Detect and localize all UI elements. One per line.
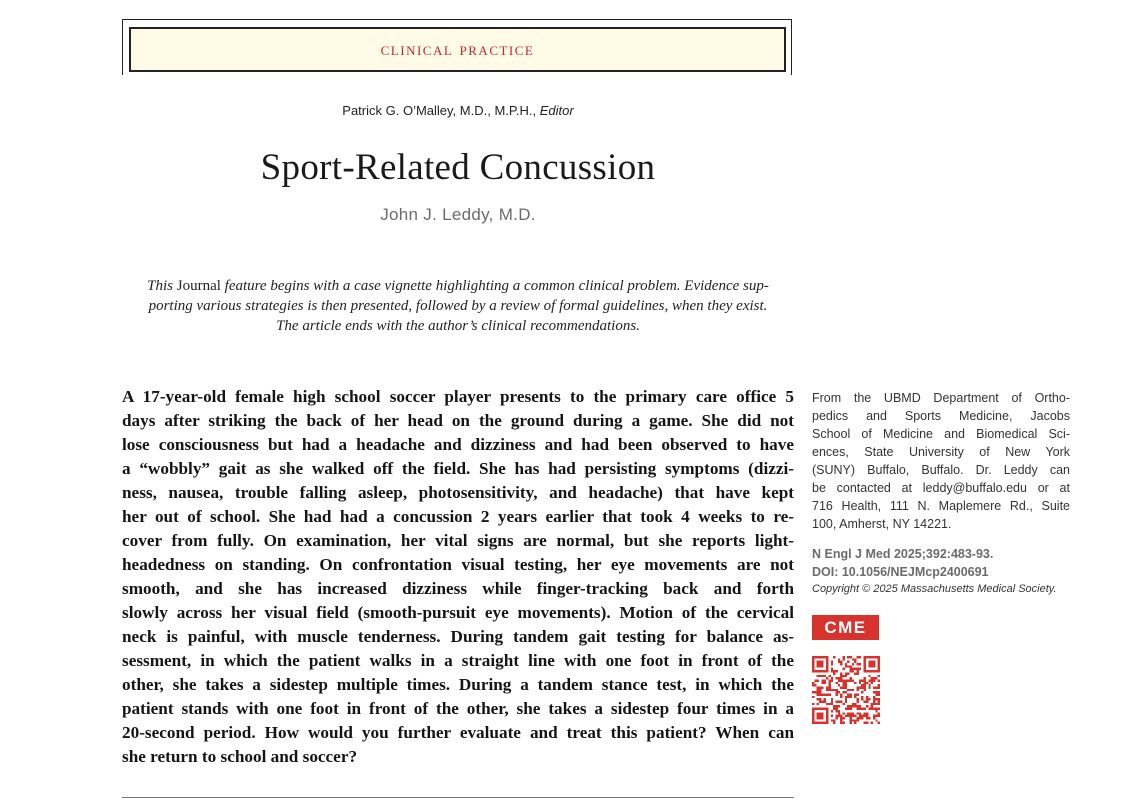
article-title: Sport-Related Concussion bbox=[260, 147, 656, 188]
affiliation-line: From the UBMD Department of Ortho- bbox=[812, 391, 1070, 405]
cme-badge[interactable]: CME bbox=[812, 615, 879, 640]
vignette-line: headedness on standing. On confrontation visual testing, her eye movements are not bbox=[122, 555, 794, 574]
vignette-line: slowly across her visual field (smooth-pursuit eye movements). Motion of the cervical bbox=[122, 603, 794, 622]
vignette-line: patient stands with one foot in front of the other, she takes a sidestep four times in a bbox=[122, 699, 794, 718]
editor-role: Editor bbox=[539, 103, 574, 118]
intro-line-3: The article ends with the author’s clinical recommendations. bbox=[276, 318, 640, 334]
section-label: clinical practice bbox=[380, 38, 535, 60]
journal-word: Journal bbox=[176, 278, 221, 294]
citation-block bbox=[812, 545, 1070, 581]
qr-code-icon[interactable] bbox=[812, 656, 880, 724]
editor-credit bbox=[122, 103, 794, 118]
vignette-line: days after striking the back of her head on the ground during a game. She did not bbox=[122, 411, 794, 430]
vignette-line: A 17-year-old female high school soccer player presents to the primary care office 5 bbox=[122, 387, 794, 406]
vignette-line: lose consciousness but had a headache and dizziness and had been observed to have bbox=[122, 435, 794, 454]
affiliation-line: School of Medicine and Biomedical Sci- bbox=[812, 427, 1070, 441]
affiliation-line: be contacted at leddy@buffalo.edu or at bbox=[812, 481, 1070, 495]
doi-link[interactable]: DOI: 10.1056/NEJMcp2400691 bbox=[812, 565, 989, 579]
vignette-line: a “wobbly” gait as she walked off the field. She has had persisting symptoms (dizzi- bbox=[122, 459, 794, 478]
vignette-line: sessment, in which the patient walks in a straight line with one foot in front of the bbox=[122, 651, 794, 670]
case-vignette bbox=[122, 385, 794, 769]
intro-line-2: porting various strategies is then presented, followed by a review of formal guidelines, when they exist. bbox=[148, 298, 768, 314]
affiliation-line: 716 Health, 111 N. Maplemere Rd., Suite bbox=[812, 499, 1070, 513]
vignette-line: neck is painful, with muscle tenderness. During tandem gait testing for balance as- bbox=[122, 627, 794, 646]
affiliation-line: ences, State University of New York bbox=[812, 445, 1070, 459]
journal-citation: N Engl J Med 2025;392:483-93. bbox=[812, 547, 994, 561]
article-author: John J. Leddy, M.D. bbox=[380, 205, 536, 224]
editor-name: Patrick G. O’Malley, M.D., M.P.H., bbox=[342, 103, 537, 118]
vignette-line: she return to school and soccer? bbox=[122, 747, 358, 766]
section-banner bbox=[129, 27, 786, 72]
affiliation-line: 100, Amherst, NY 14221. bbox=[812, 517, 952, 531]
copyright-notice: Copyright © 2025 Massachusetts Medical Society. bbox=[812, 583, 1057, 595]
bottom-divider bbox=[122, 797, 794, 798]
affiliation-line: (SUNY) Buffalo, Buffalo. Dr. Leddy can bbox=[812, 463, 1070, 477]
vignette-line: cover from fully. On examination, her vital signs are normal, but she reports light- bbox=[122, 531, 794, 550]
intro-line-1: This Journal feature begins with a case vignette highlighting a common clinical problem. Evidence sup- bbox=[147, 278, 769, 294]
feature-intro bbox=[112, 276, 804, 336]
vignette-line: other, she takes a sidestep multiple times. During a tandem stance test, in which the bbox=[122, 675, 794, 694]
vignette-line: smooth, and she has increased dizziness while finger-tracking back and forth bbox=[122, 579, 794, 598]
author-affiliation bbox=[812, 389, 1070, 533]
vignette-line: her out of school. She had had a concussion 2 years earlier that took 4 weeks to re- bbox=[122, 507, 794, 526]
vignette-line: ness, nausea, trouble falling asleep, photosensitivity, and headache) that have kept bbox=[122, 483, 794, 502]
affiliation-line: pedics and Sports Medicine, Jacobs bbox=[812, 409, 1070, 423]
vignette-line: 20-second period. How would you further evaluate and treat this patient? When can bbox=[122, 723, 794, 742]
